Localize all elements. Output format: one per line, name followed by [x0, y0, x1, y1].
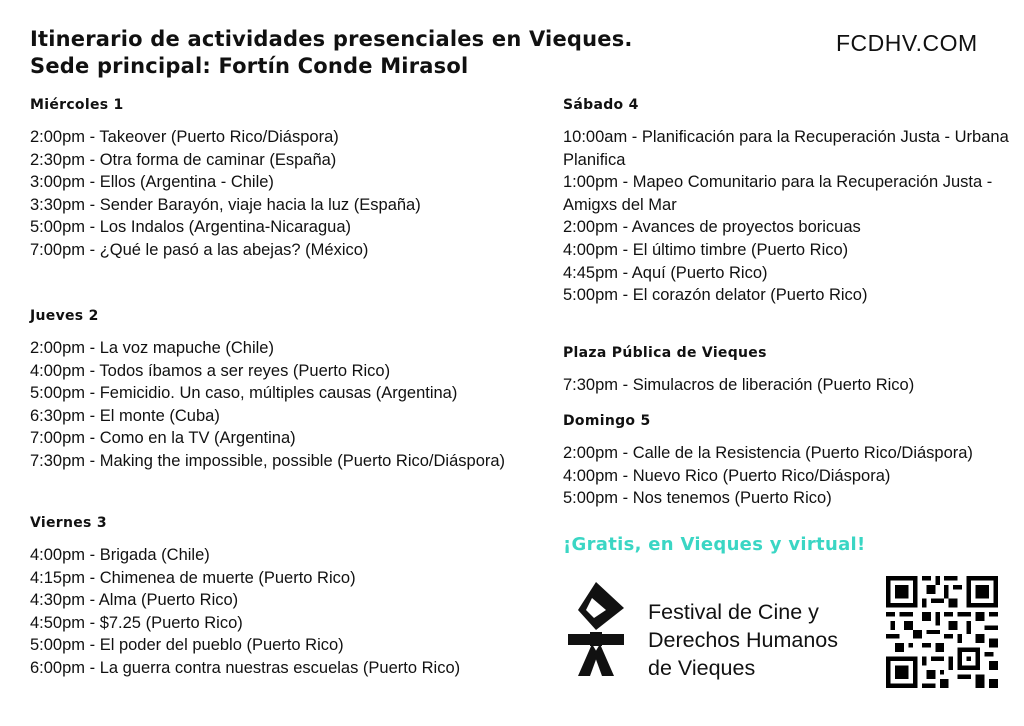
event-item: 5:00pm - Los Indalos (Argentina-Nicaragua): [30, 218, 352, 237]
event-item: 2:00pm - Avances de proyectos boricuas: [563, 218, 861, 237]
qr-code-icon[interactable]: [886, 576, 998, 693]
event-item: 3:30pm - Sender Barayón, viaje hacia la luz (España): [30, 195, 421, 214]
event-item: 2:00pm - La voz mapuche (Chile): [30, 339, 274, 357]
event-list: [30, 126, 550, 262]
day-heading: Domingo 5: [563, 413, 651, 429]
venue-heading: Plaza Pública de Vieques: [563, 345, 767, 361]
event-item: 4:50pm - $7.25 (Puerto Rico): [30, 613, 243, 632]
festival-name-line-2: Derechos Humanos: [648, 628, 839, 652]
event-item: 5:00pm - El poder del pueblo (Puerto Rico): [30, 636, 344, 655]
event-item: 4:45pm - Aquí (Puerto Rico): [563, 263, 768, 282]
day-section-viernes: [30, 514, 550, 680]
event-list: [30, 337, 550, 473]
title-line-1: Itinerario de actividades presenciales en Vieques.: [30, 27, 633, 51]
event-item: 5:00pm - El corazón delator (Puerto Rico): [563, 286, 868, 305]
title-line-2: Sede principal: Fortín Conde Mirasol: [30, 54, 469, 78]
event-item: 6:00pm - La guerra contra nuestras escuelas (Puerto Rico): [30, 658, 461, 677]
event-item: 7:00pm - ¿Qué le pasó a las abejas? (México): [30, 240, 369, 259]
event-item: 10:00am - Planificación para la Recuperación Justa - Urbana Planifica: [563, 128, 1009, 169]
event-item: 7:30pm - Making the impossible, possible (Puerto Rico/Diáspora): [30, 451, 506, 470]
event-item: 4:00pm - Brigada (Chile): [30, 546, 210, 564]
festival-figure-logo-icon: [566, 582, 626, 683]
event-item: 4:00pm - Todos íbamos a ser reyes (Puerto Rico): [30, 361, 391, 380]
day-heading: Jueves 2: [30, 308, 99, 324]
event-list: [563, 126, 1018, 307]
day-section-domingo: [563, 412, 1018, 510]
event-item: 4:00pm - El último timbre (Puerto Rico): [563, 240, 849, 259]
event-item: 7:00pm - Como en la TV (Argentina): [30, 429, 296, 448]
event-item: 5:00pm - Femicidio. Un caso, múltiples causas (Argentina): [30, 384, 458, 403]
day-section-jueves: [30, 307, 550, 473]
festival-name-line-1: Festival de Cine y: [648, 600, 819, 624]
day-heading: Miércoles 1: [30, 97, 124, 113]
day-section-miercoles: [30, 96, 550, 262]
event-list: [563, 374, 1018, 397]
event-item: 6:30pm - El monte (Cuba): [30, 406, 220, 425]
event-item: 1:00pm - Mapeo Comunitario para la Recuperación Justa - Amigxs del Mar: [563, 173, 993, 214]
event-list: [30, 544, 550, 680]
event-item: 4:00pm - Nuevo Rico (Puerto Rico/Diáspora): [563, 466, 891, 485]
event-item: 3:00pm - Ellos (Argentina - Chile): [30, 173, 274, 192]
website-text: FCDHV.COM: [836, 30, 978, 56]
event-item: 7:30pm - Simulacros de liberación (Puerto Rico): [563, 376, 915, 394]
day-heading: Viernes 3: [30, 515, 107, 531]
event-item: 2:00pm - Takeover (Puerto Rico/Diáspora): [30, 128, 339, 146]
festival-name-line-3: de Vieques: [648, 656, 756, 680]
event-item: 2:30pm - Otra forma de caminar (España): [30, 150, 337, 169]
venue-section-plaza: [563, 344, 1018, 397]
festival-name: [648, 598, 838, 682]
event-item: 2:00pm - Calle de la Resistencia (Puerto Rico/Diáspora): [563, 444, 973, 462]
day-heading: Sábado 4: [563, 97, 639, 113]
event-item: 4:15pm - Chimenea de muerte (Puerto Rico): [30, 568, 356, 587]
day-section-sabado: [563, 96, 1018, 307]
event-list: [563, 442, 1018, 510]
page-title: [30, 26, 633, 80]
event-item: 5:00pm - Nos tenemos (Puerto Rico): [563, 489, 832, 508]
free-admission-text: ¡Gratis, en Vieques y virtual!: [563, 534, 866, 555]
event-item: 4:30pm - Alma (Puerto Rico): [30, 591, 239, 610]
